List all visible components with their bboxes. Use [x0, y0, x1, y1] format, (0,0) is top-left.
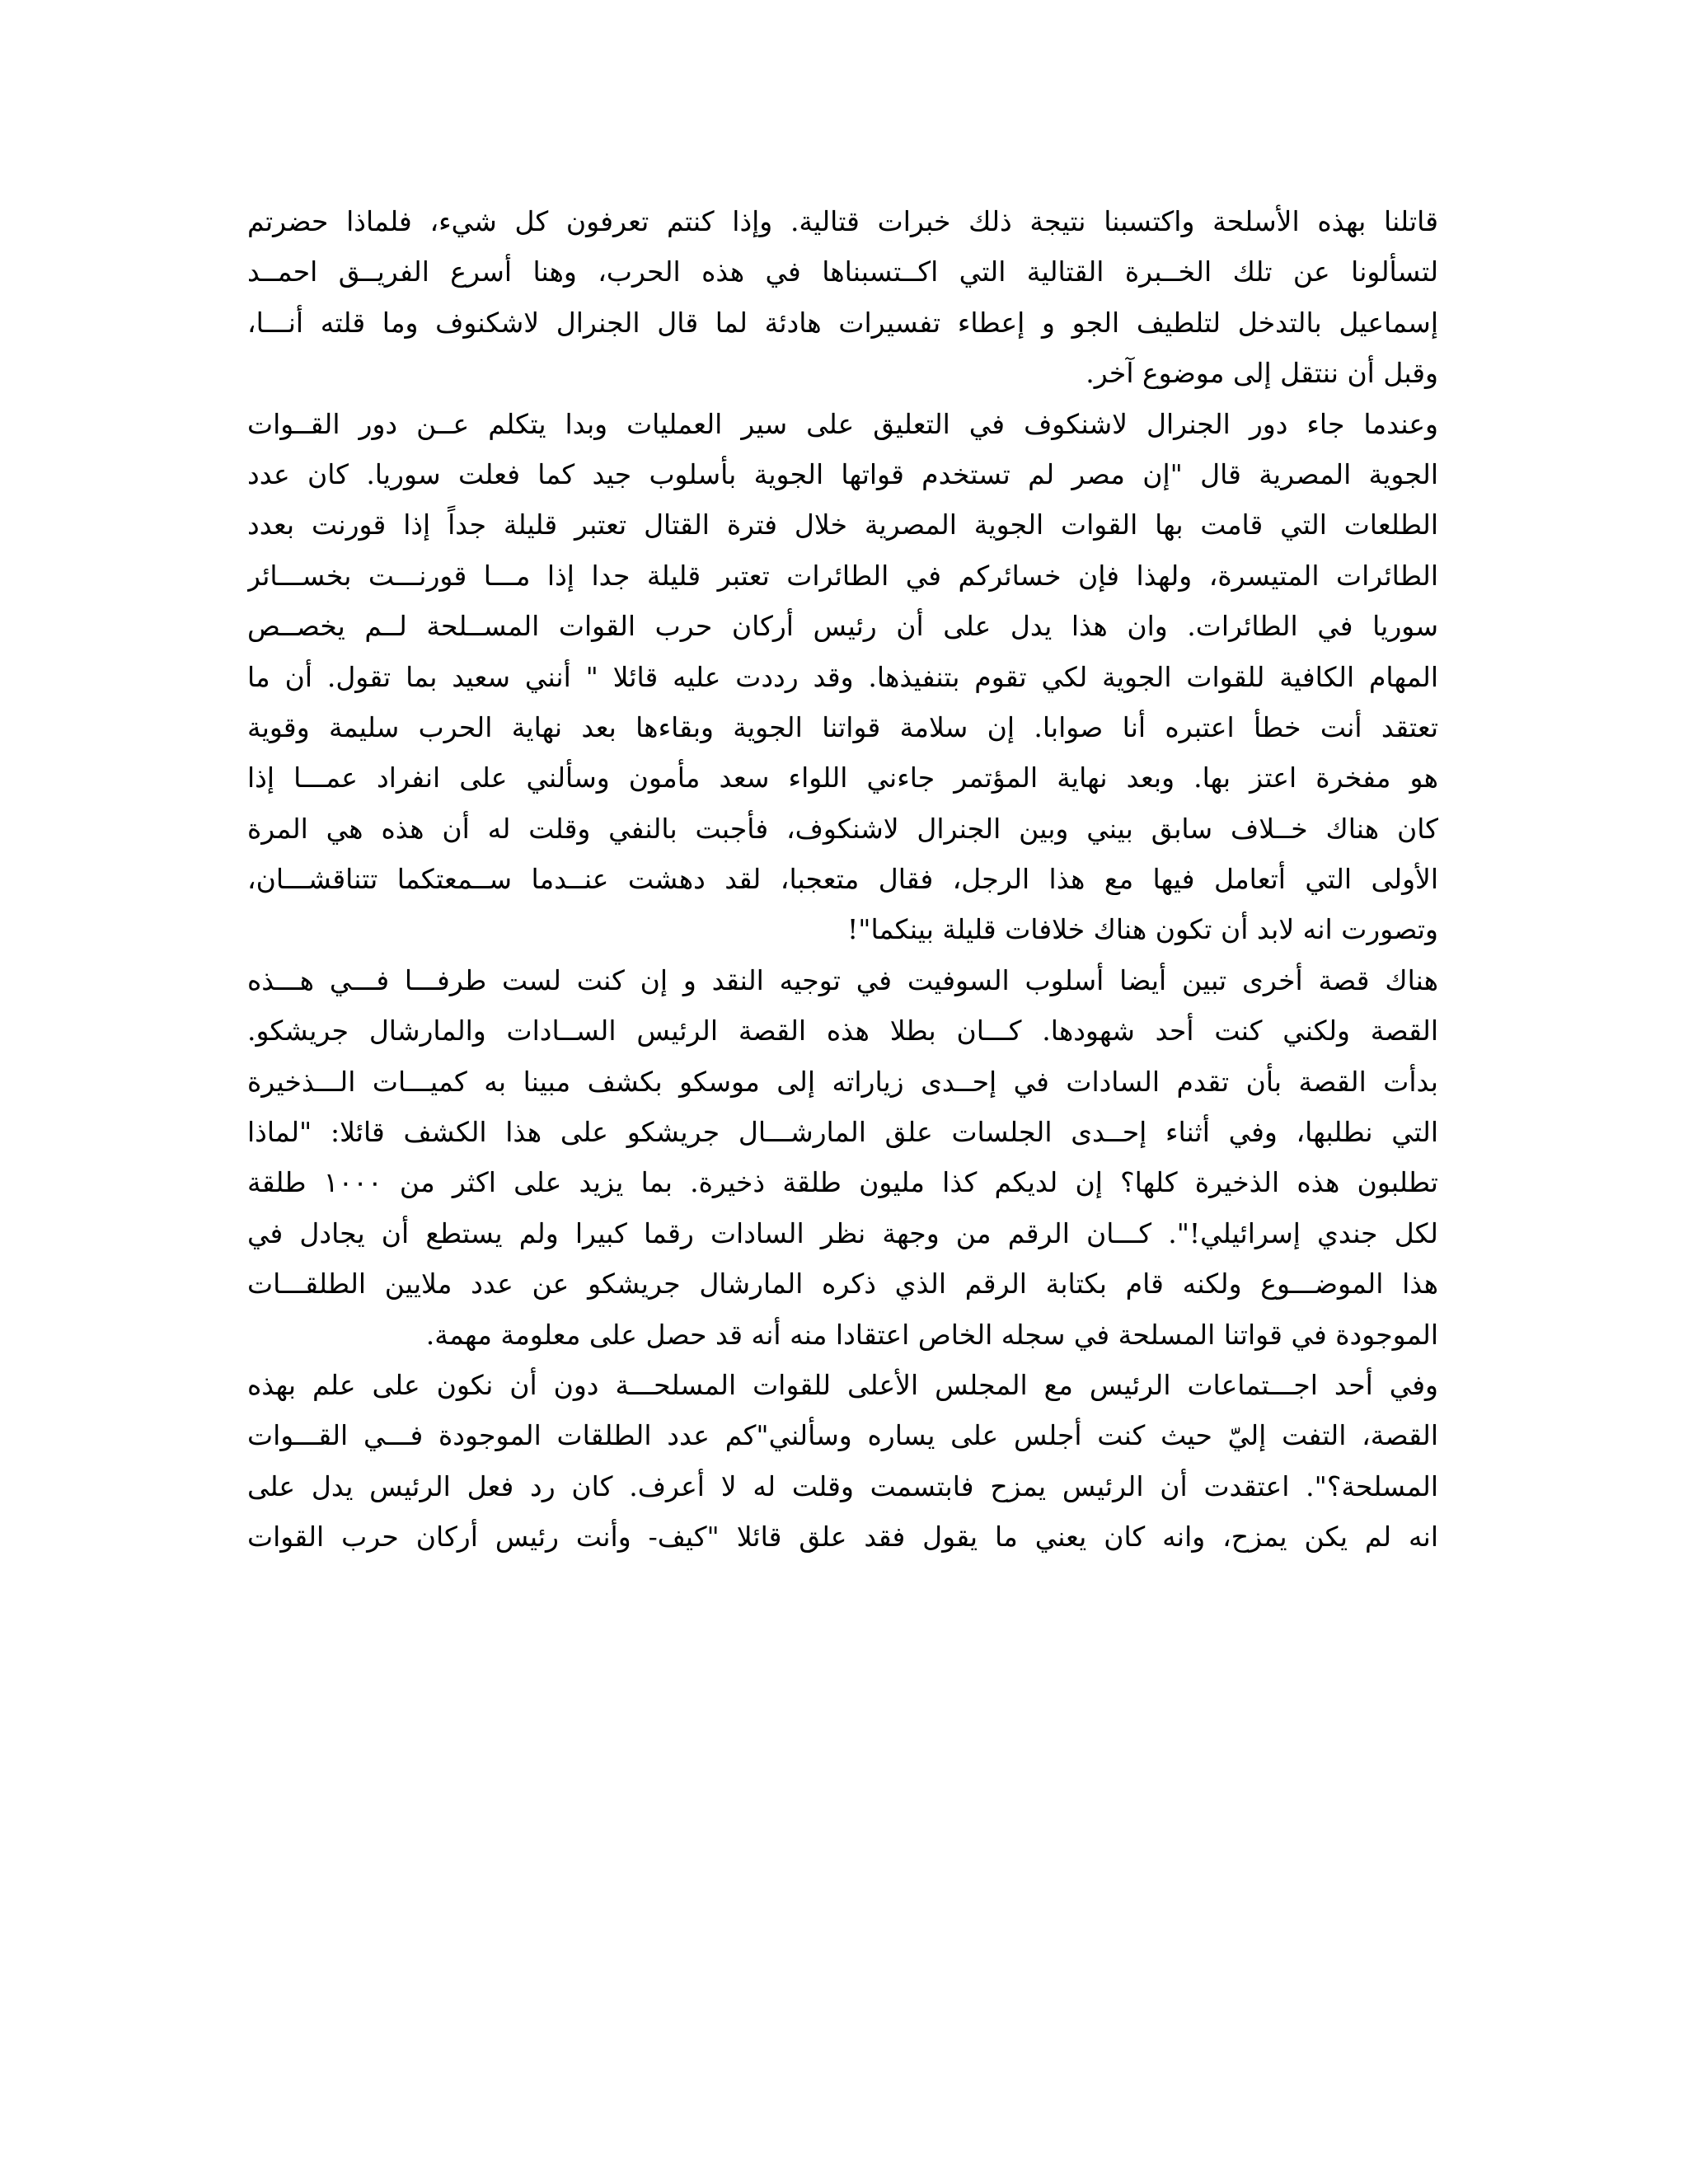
text-line: المهام الكافية للقوات الجوية لكي تقوم بتنفيذها. وقد رددت عليه قائلا " أنني سعيد بما تقول. أن ما	[247, 660, 1438, 693]
text-line: وفي أحد اجـــتماعات الرئيس مع المجلس الأعلى للقوات المسلحـــة دون أن نكون على علم بهذه	[247, 1368, 1438, 1401]
text-line: القصة، التفت إليّ حيث كنت أجلس على يساره وسألني"كم عدد الطلقات الموجودة فـــي القـــوات	[247, 1419, 1438, 1452]
text-line: وقبل أن ننتقل إلى موضوع آخر.	[1085, 357, 1438, 390]
text-line: إسماعيل بالتدخل لتلطيف الجو و إعطاء تفسيرات هادئة لما قال الجنرال لاشكنوف وما قلته أنـــا،	[247, 306, 1438, 339]
text-line: هناك قصة أخرى تبين أيضا أسلوب السوفيت في توجيه النقد و إن كنت لست طرفـــا فـــي هـــذه	[247, 963, 1438, 996]
text-line: هو مفخرة اعتز بها. وبعد نهاية المؤتمر جاءني اللواء سعد مأمون وسألني على انفراد عمـــا إذا	[247, 762, 1438, 794]
text-line: سوريا في الطائرات. وان هذا يدل على أن رئيس أركان حرب القوات المســلحة لــم يخصــص	[247, 610, 1438, 643]
text-line: الجوية المصرية قال "إن مصر لم تستخدم قواتها الجوية بأسلوب جيد كما فعلت سوريا. كان عدد	[247, 457, 1438, 490]
text-line: الطائرات المتيسرة، ولهذا فإن خسائركم في الطائرات تعتبر قليلة جدا إذا مـــا قورنـــت بخســـائر	[247, 559, 1438, 592]
text-line: تعتقد أنت خطأ اعتبره أنا صوابا. إن سلامة قواتنا الجوية وبقاءها بعد نهاية الحرب سليمة وقوية	[247, 710, 1438, 743]
text-line: وعندما جاء دور الجنرال لاشنكوف في التعليق على سير العمليات وبدا يتكلم عــن دور القــوات	[247, 407, 1438, 440]
text-line: قاتلنا بهذه الأسلحة واكتسبنا نتيجة ذلك خبرات قتالية. وإذا كنتم تعرفون كل شيء، فلماذا حضرتم	[247, 205, 1438, 237]
text-line: لتسألونا عن تلك الخــبرة القتالية التي اكــتسبناها في هذه الحرب، وهنا أسرع الفريــق احمــد	[247, 255, 1438, 288]
document-body-text	[247, 196, 1438, 1563]
text-line: هذا الموضـــوع ولكنه قام بكتابة الرقم الذي ذكره المارشال جريشكو عن عدد ملايين الطلقـــات	[247, 1268, 1438, 1301]
text-line: القصة ولكني كنت أحد شهودها. كـــان بطلا هذه القصة الرئيس الســادات والمارشال جريشكو.	[247, 1015, 1438, 1047]
text-line: وتصورت انه لابد أن تكون هناك خلافات قليلة بينكما"!	[847, 913, 1438, 946]
text-line: الطلعات التي قامت بها القوات الجوية المصرية خلال فترة القتال تعتبر قليلة جداً إذا قورنت بعدد	[247, 509, 1438, 541]
text-line: لكل جندي إسرائيلي!". كـــان الرقم من وجهة نظر السادات رقما كبيرا ولم يستطع أن يجادل في	[247, 1216, 1438, 1249]
text-line: التي نطلبها، وفي أثناء إحــدى الجلسات علق المارشـــال جريشكو على هذا الكشف قائلا: "لماذا	[247, 1116, 1438, 1149]
text-line: بدأت القصة بأن تقدم السادات في إحــدى زياراته إلى موسكو بكشف مبينا به كميـــات الـــذخيرة	[247, 1065, 1438, 1098]
text-line: انه لم يكن يمزح، وانه كان يعني ما يقول فقد علق قائلا "كيف- وأنت رئيس أركان حرب القوات	[247, 1521, 1438, 1554]
text-line: كان هناك خــلاف سابق بيني وبين الجنرال لاشنكوف، فأجبت بالنفي وقلت له أن هذه هي المرة	[247, 812, 1438, 845]
text-line: الموجودة في قواتنا المسلحة في سجله الخاص اعتقادا منه أنه قد حصل على معلومة مهمة.	[425, 1318, 1438, 1351]
text-line: تطلبون هذه الذخيرة كلها؟ إن لديكم كذا مليون طلقة ذخيرة. بما يزيد على اكثر من ١٠٠٠ طلقة	[247, 1166, 1438, 1199]
text-line: الأولى التي أتعامل فيها مع هذا الرجل، فقال متعجبا، لقد دهشت عنــدما ســمعتكما تتناقشـــان،	[247, 863, 1438, 896]
text-line: المسلحة؟". اعتقدت أن الرئيس يمزح فابتسمت وقلت له لا أعرف. كان رد فعل الرئيس يدل على	[247, 1469, 1438, 1502]
